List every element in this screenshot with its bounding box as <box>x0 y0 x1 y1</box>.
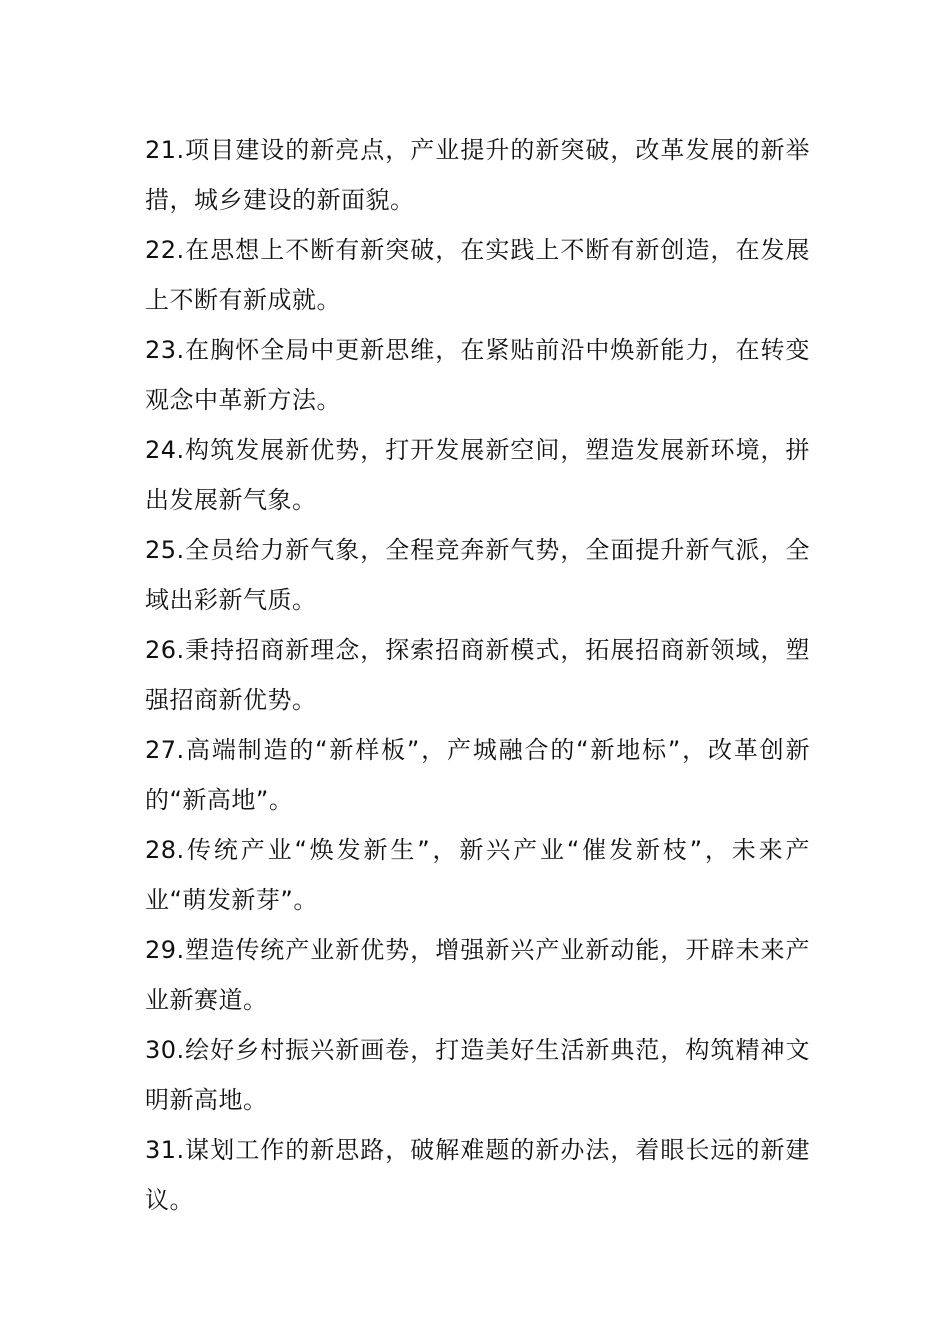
list-item-25: 25.全员给力新气象，全程竞奔新气势，全面提升新气派，全域出彩新气质。 <box>145 536 810 614</box>
list-item-29: 29.塑造传统产业新优势，增强新兴产业新动能，开辟未来产业新赛道。 <box>145 936 810 1014</box>
list-item-27: 27.高端制造的“新样板”，产城融合的“新地标”，改革创新的“新高地”。 <box>145 736 810 814</box>
list-item-24: 24.构筑发展新优势，打开发展新空间，塑造发展新环境，拼出发展新气象。 <box>145 436 810 514</box>
list-item-28: 28.传统产业“焕发新生”，新兴产业“催发新枝”，未来产业“萌发新芽”。 <box>145 836 810 914</box>
document-body <box>145 125 810 1225</box>
list-item-22: 22.在思想上不断有新突破，在实践上不断有新创造，在发展上不断有新成就。 <box>145 236 810 314</box>
list-item-23: 23.在胸怀全局中更新思维，在紧贴前沿中焕新能力，在转变观念中革新方法。 <box>145 336 810 414</box>
list-item-30: 30.绘好乡村振兴新画卷，打造美好生活新典范，构筑精神文明新高地。 <box>145 1036 810 1114</box>
list-item-21: 21.项目建设的新亮点，产业提升的新突破，改革发展的新举措，城乡建设的新面貌。 <box>145 136 810 214</box>
list-item-31: 31.谋划工作的新思路，破解难题的新办法，着眼长远的新建议。 <box>145 1136 810 1214</box>
list-item-26: 26.秉持招商新理念，探索招商新模式，拓展招商新领域，塑强招商新优势。 <box>145 636 810 714</box>
